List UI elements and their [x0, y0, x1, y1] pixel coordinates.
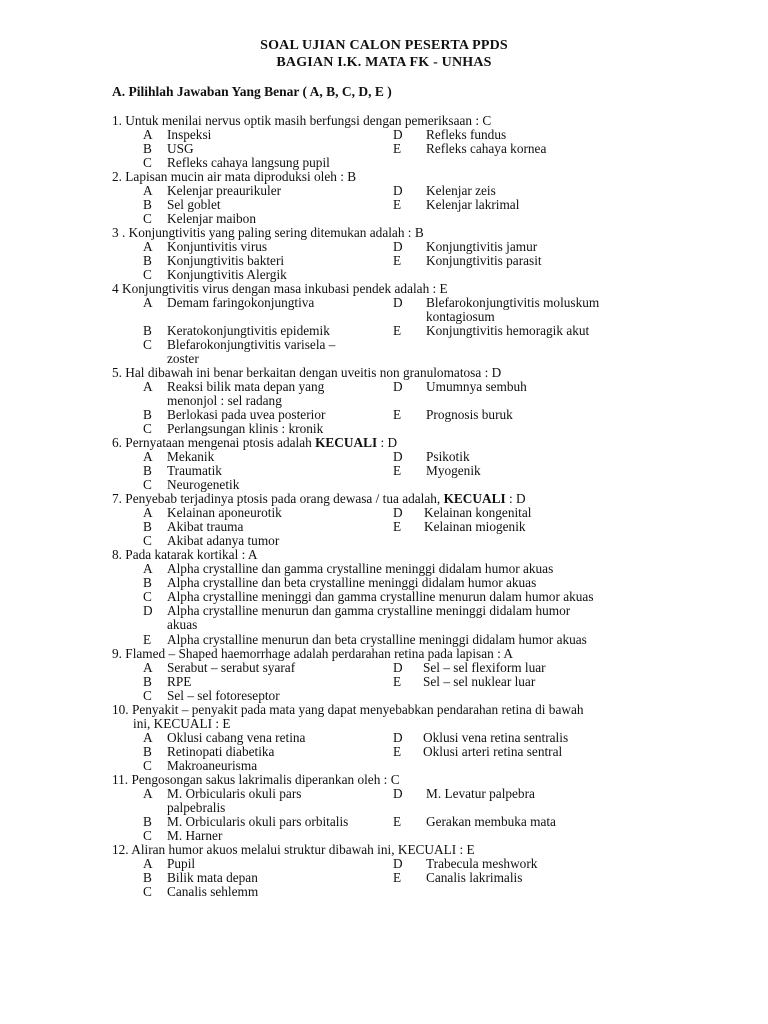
option-text: Akibat adanya tumor	[167, 533, 280, 548]
question-text-part: 6. Pernyataan mengenai ptosis adalah	[112, 435, 316, 450]
document-title: SOAL UJIAN CALON PESERTA PPDS	[260, 38, 508, 53]
option-text: Makroaneurisma	[167, 758, 258, 773]
option-letter: A	[143, 449, 153, 464]
option-letter: B	[143, 407, 152, 422]
option-text: Kelainan miogenik	[424, 519, 526, 534]
option-letter: A	[143, 295, 153, 310]
option-text: M. Harner	[167, 828, 223, 843]
option-text: zoster	[167, 351, 199, 366]
option-text: Blefarokonjungtivitis moluskum	[426, 295, 600, 310]
option-letter: C	[143, 211, 152, 226]
option-text: Psikotik	[426, 449, 470, 464]
option-text: Oklusi arteri retina sentral	[423, 744, 563, 759]
option-letter: E	[393, 197, 402, 212]
option-text: Canalis sehlemm	[167, 884, 259, 899]
option-text: Oklusi vena retina sentralis	[423, 730, 569, 745]
option-letter: A	[143, 786, 153, 801]
option-letter: C	[143, 828, 152, 843]
option-text: Konjungtivitis parasit	[426, 253, 542, 268]
option-letter: E	[393, 323, 402, 338]
option-text: M. Levatur palpebra	[426, 786, 535, 801]
option-letter: D	[393, 449, 403, 464]
option-letter: A	[143, 660, 153, 675]
option-letter: E	[393, 463, 402, 478]
option-text: Kelenjar preaurikuler	[167, 183, 282, 198]
option-letter: A	[143, 730, 153, 745]
option-text: Kelainan aponeurotik	[167, 505, 282, 520]
option-text: Inspeksi	[167, 127, 212, 142]
option-letter: C	[143, 688, 152, 703]
option-text: Konjungtivitis bakteri	[167, 253, 285, 268]
option-letter: C	[143, 884, 152, 899]
option-letter: E	[393, 674, 402, 689]
option-text: akuas	[167, 617, 198, 632]
option-text: palpebralis	[167, 800, 226, 815]
question-text: 3 . Konjungtivitis yang paling sering ditemukan adalah : B	[112, 225, 424, 240]
document-subtitle: BAGIAN I.K. MATA FK - UNHAS	[276, 55, 492, 70]
option-text: Konjuntivitis virus	[167, 239, 268, 254]
option-letter: A	[143, 561, 153, 576]
option-text: Demam faringokonjungtiva	[167, 295, 315, 310]
section-heading: A. Pilihlah Jawaban Yang Benar ( A, B, C, D, E )	[112, 84, 392, 99]
question-text-continuation: ini, KECUALI : E	[133, 716, 231, 731]
option-text: M. Orbicularis okuli pars	[167, 786, 302, 801]
option-text: Alpha crystalline menurun dan gamma crystalline meninggi didalam humor	[167, 603, 571, 618]
option-letter: A	[143, 183, 153, 198]
option-letter: B	[143, 744, 152, 759]
option-letter: D	[393, 295, 403, 310]
option-letter: D	[393, 239, 403, 254]
option-text: Prognosis buruk	[426, 407, 513, 422]
option-text: Konjungtivitis Alergik	[167, 267, 287, 282]
question-text: 12. Aliran humor akuos melalui struktur dibawah ini, KECUALI : E	[112, 842, 475, 857]
option-text: Alpha crystalline dan gamma crystalline meninggi didalam humor akuas	[167, 561, 554, 576]
option-letter: E	[393, 141, 402, 156]
option-letter: A	[143, 379, 153, 394]
option-text: M. Orbicularis okuli pars orbitalis	[167, 814, 349, 829]
option-letter: D	[393, 660, 403, 675]
question-text	[112, 492, 526, 506]
option-text: Myogenik	[426, 463, 481, 478]
option-text: Serabut – serabut syaraf	[167, 660, 296, 675]
option-letter: E	[393, 814, 402, 829]
option-letter: B	[143, 870, 152, 885]
option-text: Berlokasi pada uvea posterior	[167, 407, 326, 422]
option-text: Canalis lakrimalis	[426, 870, 523, 885]
option-letter: E	[393, 744, 402, 759]
question-text-part: : D	[377, 435, 398, 450]
option-text: Pupil	[167, 856, 196, 871]
option-letter: D	[393, 379, 403, 394]
option-letter: B	[143, 519, 152, 534]
option-text: Mekanik	[167, 449, 215, 464]
option-text: Alpha crystalline meninggi dan gamma crystalline menurun dalam humor akuas	[167, 589, 594, 604]
option-text: Alpha crystalline dan beta crystalline meninggi didalam humor akuas	[167, 575, 537, 590]
option-text: Oklusi cabang vena retina	[167, 730, 306, 745]
option-text: Trabecula meshwork	[426, 856, 538, 871]
option-text: Kelainan kongenital	[424, 505, 532, 520]
option-text: Keratokonjungtivitis epidemik	[167, 323, 330, 338]
option-letter: E	[393, 253, 402, 268]
option-text: Umumnya sembuh	[426, 379, 527, 394]
option-letter: B	[143, 814, 152, 829]
option-text: Alpha crystalline menurun dan beta crystalline meninggi didalam humor akuas	[167, 632, 587, 647]
option-letter: D	[393, 127, 403, 142]
option-text: RPE	[167, 674, 192, 689]
option-text: Konjungtivitis jamur	[426, 239, 538, 254]
option-letter: A	[143, 505, 153, 520]
option-letter: C	[143, 155, 152, 170]
option-letter: B	[143, 323, 152, 338]
question-text: 5. Hal dibawah ini benar berkaitan dengan uveitis non granulomatosa : D	[112, 365, 502, 380]
question-text: 11. Pengosongan sakus lakrimalis diperankan oleh : C	[112, 772, 400, 787]
option-text: USG	[167, 141, 194, 156]
option-text: Refleks cahaya langsung pupil	[167, 155, 330, 170]
option-text: Refleks cahaya kornea	[426, 141, 547, 156]
option-text: Kelenjar zeis	[426, 183, 496, 198]
option-text: Sel – sel nuklear luar	[423, 674, 536, 689]
question-text	[112, 436, 397, 450]
option-letter: E	[393, 519, 402, 534]
option-letter: D	[393, 730, 403, 745]
option-letter: E	[143, 632, 152, 647]
option-text: Konjungtivitis hemoragik akut	[426, 323, 590, 338]
option-letter: C	[143, 758, 152, 773]
question-text: 4 Konjungtivitis virus dengan masa inkubasi pendek adalah : E	[112, 281, 448, 296]
option-text: Sel – sel fotoreseptor	[167, 688, 280, 703]
question-text-part: 7. Penyebab terjadinya ptosis pada orang dewasa / tua adalah,	[112, 491, 444, 506]
option-text: menonjol : sel radang	[167, 393, 282, 408]
option-letter: D	[393, 183, 403, 198]
option-letter: C	[143, 477, 152, 492]
option-letter: D	[393, 505, 403, 520]
option-letter: B	[143, 197, 152, 212]
option-letter: E	[393, 407, 402, 422]
question-text-part: : D	[505, 491, 526, 506]
option-text: kontagiosum	[426, 309, 495, 324]
option-text: Blefarokonjungtivitis varisela –	[167, 337, 336, 352]
question-text: 1. Untuk menilai nervus optik masih berfungsi dengan pemeriksaan : C	[112, 113, 492, 128]
option-letter: D	[393, 856, 403, 871]
question-text: 10. Penyakit – penyakit pada mata yang dapat menyebabkan pendarahan retina di bawah	[112, 702, 584, 717]
option-text: Bilik mata depan	[167, 870, 258, 885]
option-letter: D	[143, 603, 153, 618]
question-text: 8. Pada katarak kortikal : A	[112, 547, 258, 562]
option-letter: B	[143, 575, 152, 590]
option-letter: A	[143, 239, 153, 254]
option-text: Traumatik	[167, 463, 222, 478]
option-text: Sel goblet	[167, 197, 221, 212]
option-text: Kelenjar maibon	[167, 211, 256, 226]
option-letter: A	[143, 127, 153, 142]
option-text: Retinopati diabetika	[167, 744, 275, 759]
option-letter: D	[393, 786, 403, 801]
option-letter: C	[143, 533, 152, 548]
option-letter: C	[143, 589, 152, 604]
option-text: Reaksi bilik mata depan yang	[167, 379, 325, 394]
option-letter: B	[143, 463, 152, 478]
option-text: Refleks fundus	[426, 127, 507, 142]
question-emphasis: KECUALI	[443, 491, 506, 506]
option-letter: E	[393, 870, 402, 885]
option-letter: B	[143, 674, 152, 689]
option-text: Gerakan membuka mata	[426, 814, 556, 829]
question-emphasis: KECUALI	[315, 435, 378, 450]
option-text: Sel – sel flexiform luar	[423, 660, 546, 675]
option-letter: B	[143, 141, 152, 156]
option-letter: C	[143, 337, 152, 352]
option-text: Kelenjar lakrimal	[426, 197, 520, 212]
option-letter: B	[143, 253, 152, 268]
option-letter: C	[143, 267, 152, 282]
question-text: 2. Lapisan mucin air mata diproduksi oleh : B	[112, 169, 357, 184]
question-text: 9. Flamed – Shaped haemorrhage adalah perdarahan retina pada lapisan : A	[112, 646, 513, 661]
option-text: Akibat trauma	[167, 519, 244, 534]
option-text: Neurogenetik	[167, 477, 240, 492]
option-letter: A	[143, 856, 153, 871]
option-letter: C	[143, 421, 152, 436]
option-text: Perlangsungan klinis : kronik	[167, 421, 324, 436]
